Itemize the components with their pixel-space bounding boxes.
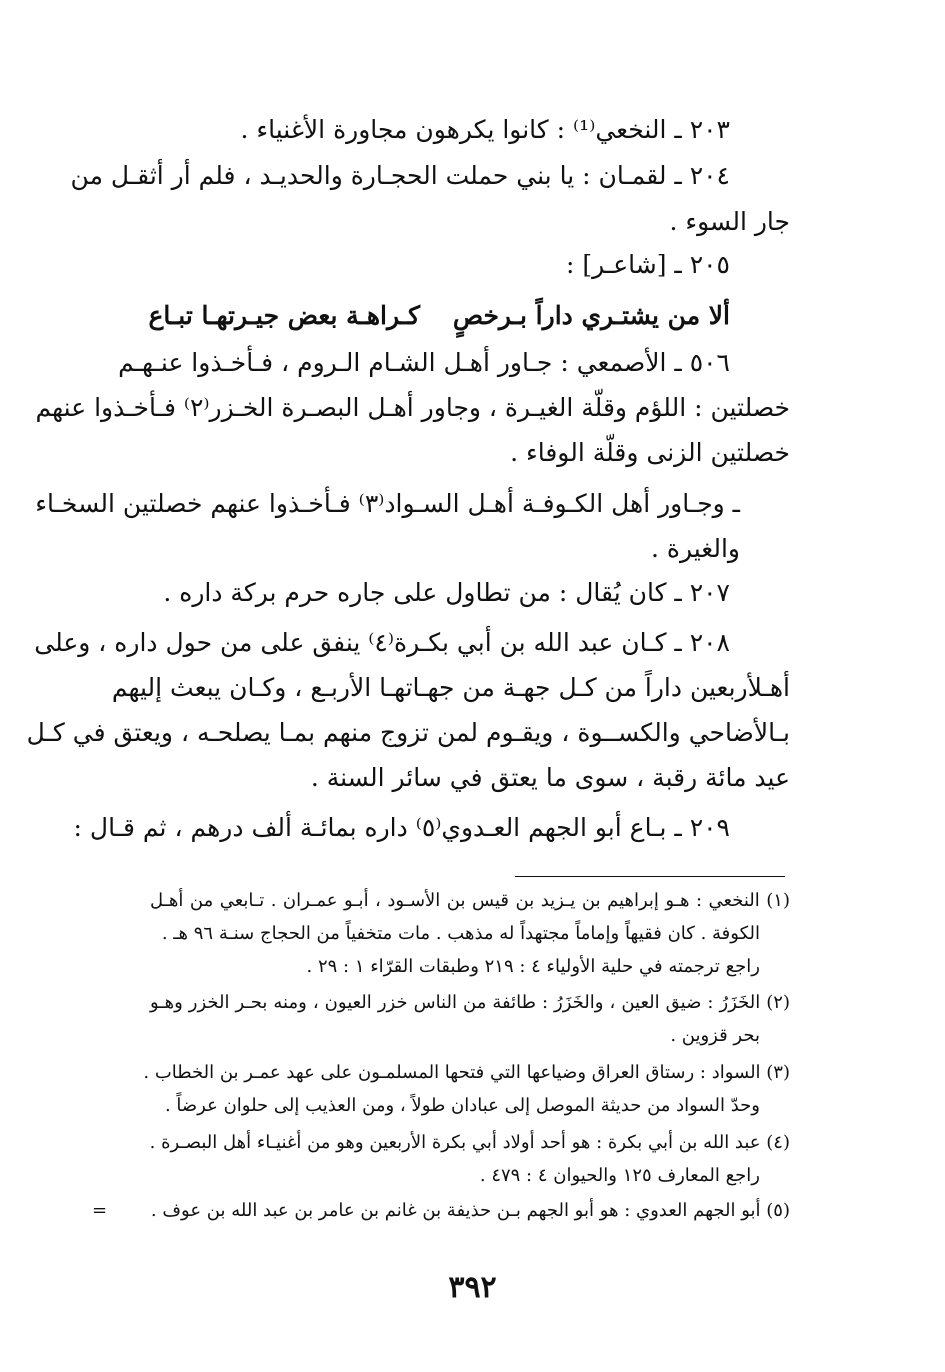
entry-208-line2: أهـلأربعين داراً من كـل جهـة من جهـاتهـا الأربـع ، وكـان يبعث إليهم [111, 673, 790, 702]
entry-206: ٥٠٦ ـ الأصمعي : جـاور أهـل الشـام الـروم ، فـأخـذوا عنـهـم [118, 348, 730, 377]
footnote-2-line2: بحر قزوين . [670, 1025, 760, 1046]
footnote-1-line3: راجع ترجمته في حلية الأولياء ٤ : ٢١٩ وطبقات القرّاء ١ : ٢٩ . [306, 956, 760, 977]
footnote-3: (٣) السواد : رستاق العراق وضياعها التي فتحها المسلمـون على عهد عمـر بن الخطاب . [143, 1062, 790, 1083]
footnote-separator [515, 876, 785, 877]
entry-207: ٢٠٧ ـ كان يُقال : من تطاول على جاره حرم بركة داره . [163, 578, 730, 607]
entry-209: ٢٠٩ ـ بـاع أبو الجهم العـدوي⁽٥⁾ داره بمائـة ألف درهم ، ثم قـال : [73, 813, 730, 842]
entry-208: ٢٠٨ ـ كـان عبد الله بن أبي بكـرة⁽٤⁾ ينفق على من حول داره ، وعلى [34, 628, 730, 657]
entry-203: ٢٠٣ ـ النخعي⁽¹⁾ : كانوا يكرهون مجاورة الأغنياء . [240, 115, 730, 144]
entry-205: ٢٠٥ ـ [شاعـر] : [566, 250, 730, 279]
verse-second-hemistich: كـراهـة بعض جيـرتهـا تبـاع [148, 301, 420, 330]
footnote-2: (٢) الخَزَرُ : ضيق العين ، والخَزَرُ : طائفة من الناس خزر العيون ، ومنه بحـر الخزر وهـو [150, 992, 790, 1013]
entry-204-cont: جار السوء . [669, 207, 790, 236]
entry-206-kufa-cont: والغيرة . [650, 534, 740, 563]
entry-204: ٢٠٤ ـ لقمـان : يا بني حملت الحجـارة والحديـد ، فلم أر أثقـل من [70, 161, 730, 190]
footnote-1-line2: الكوفة . كان فقيهاً وإماماً مجتهداً له مذهب . مات متخفياً من الحجاج سنـة ٩٦ هـ . [161, 923, 760, 944]
page-number: ٣٩٢ [448, 1270, 497, 1305]
footnote-1: (١) النخعي : هـو إبراهيم بن يـزيد بن قيس بن الأسـود ، أبـو عمـران . تـابعي من أهـل [150, 890, 790, 911]
footnote-5: (٥) أبو الجهم العدوي : هو أبو الجهم بـن حذيفة بن غانم بن عامر بن عبد الله بن عوف . [150, 1200, 790, 1221]
footnote-3-line2: وحدّ السواد من حديثة الموصل إلى عبادان طولاً ، ومن العذيب إلى حلوان عرضاً . [164, 1095, 760, 1116]
footnote-4: (٤) عبد الله بن أبي بكرة : هو أحد أولاد أبي بكرة الأربعين وهو من أغنيـاء أهل البصـرة . [149, 1132, 790, 1153]
footnote-4-line2: راجع المعارف ١٢٥ والحيوان ٤ : ٤٧٩ . [479, 1165, 760, 1186]
entry-206-kufa: ـ وجـاور أهل الكـوفـة أهـل السـواد⁽٣⁾ فـأخـذوا عنهم خصلتين السخـاء [35, 489, 740, 518]
entry-206-line3: خصلتين الزنى وقلّة الوفاء . [510, 438, 790, 467]
entry-208-line4: عيد مائة رقبة ، سوى ما يعتق في سائر السنة . [310, 763, 790, 792]
entry-206-line2: خصلتين : اللؤم وقلّة الغيـرة ، وجاور أهـل البصـرة الخـزر⁽٢⁾ فـأخـذوا عنهم [35, 393, 790, 422]
verse-first-hemistich: ألا من يشتـري داراً بـرخصٍ [452, 301, 730, 330]
entry-208-line3: بـالأضاحي والكســوة ، ويقـوم لمن تزوج منهم بمـا يصلحـه ، ويعتق في كـل [26, 718, 790, 747]
footnote-continuation-mark: = [92, 1200, 108, 1221]
